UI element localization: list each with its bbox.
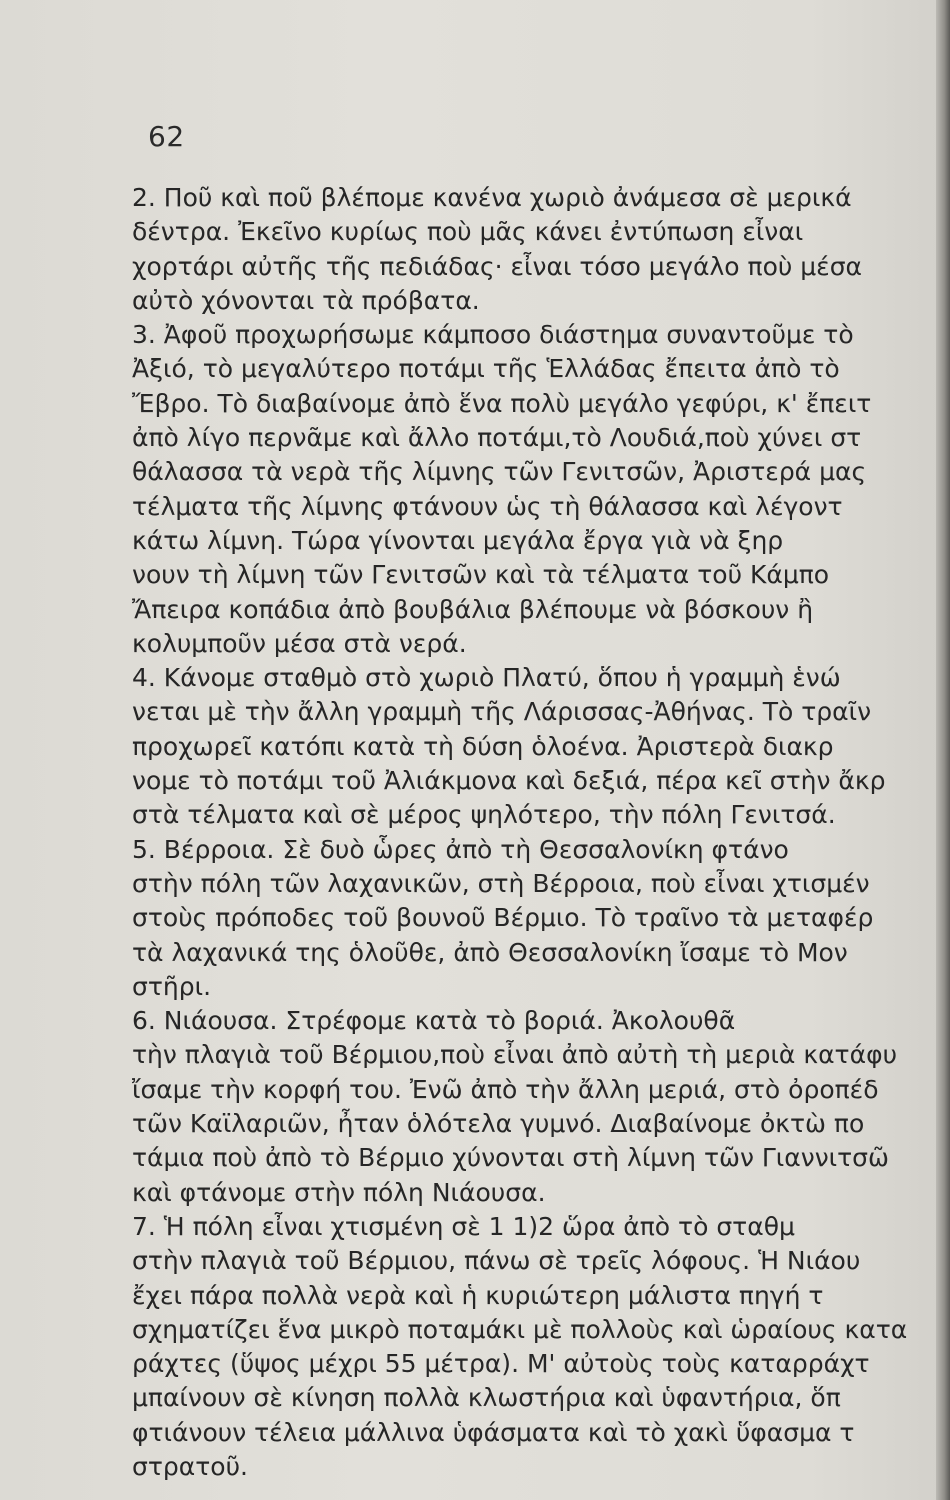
text-line: αὐτὸ χόνονται τὰ πρόβατα. bbox=[132, 286, 480, 315]
text-line: Ἀξιό, τὸ μεγαλύτερο ποτάμι τῆς Ἑλλάδας ἔπειτα ἀπὸ τὸ bbox=[132, 354, 840, 383]
text-line: τάμια ποὺ ἀπὸ τὸ Βέρμιο χύνονται στὴ λίμνη τῶν Γιαννιτσῶ bbox=[132, 1143, 889, 1172]
text-line: Ἄπειρα κοπάδια ἀπὸ βουβάλια βλέπουμε νὰ βόσκουν ἢ bbox=[132, 595, 814, 624]
text-line: δέντρα. Ἐκεῖνο κυρίως ποὺ μᾶς κάνει ἐντύπωση εἶναι bbox=[132, 217, 804, 246]
text-line: κάτω λίμνη. Τώρα γίνονται μεγάλα ἔργα γιὰ νὰ ξηρ bbox=[132, 526, 784, 555]
text-line: 3. Ἀφοῦ προχωρήσωμε κάμποσο διάστημα συναντοῦμε τὸ bbox=[132, 320, 854, 349]
text-line: σχηματίζει ἕνα μικρὸ ποταμάκι μὲ πολλοὺς καὶ ὡραίους κατα bbox=[132, 1315, 908, 1344]
text-line: στὴν πλαγιὰ τοῦ Βέρμιου, πάνω σὲ τρεῖς λόφους. Ἡ Νιάου bbox=[132, 1246, 861, 1275]
text-line: προχωρεῖ κατόπι κατὰ τὴ δύση ὁλοένα. Ἀριστερὰ διακρ bbox=[132, 732, 834, 761]
text-line: κολυμποῦν μέσα στὰ νερά. bbox=[132, 629, 467, 658]
text-line: ἴσαμε τὴν κορφή του. Ἐνῶ ἀπὸ τὴν ἄλλη μεριά, στὸ ὀροπέδ bbox=[132, 1075, 879, 1104]
text-line: τῶν Καϊλαριῶν, ἦταν ὁλότελα γυμνό. Διαβαίνομε ὀκτὼ πο bbox=[132, 1109, 865, 1138]
text-line: τὴν πλαγιὰ τοῦ Βέρμιου,ποὺ εἶναι ἀπὸ αὐτὴ τὴ μεριὰ κατάφυ bbox=[132, 1040, 898, 1069]
text-line: καὶ φτάνομε στὴν πόλη Νιάουσα. bbox=[132, 1178, 546, 1207]
text-line: 5. Βέρροια. Σὲ δυὸ ὧρες ἀπὸ τὴ Θεσσαλονίκη φτάνο bbox=[132, 835, 789, 864]
text-line: 4. Κάνομε σταθμὸ στὸ χωριὸ Πλατύ, ὅπου ἡ γραμμὴ ἑνώ bbox=[132, 663, 841, 692]
text-line: ἀπὸ λίγο περνᾶμε καὶ ἄλλο ποτάμι,τὸ Λουδιά,ποὺ χύνει στ bbox=[132, 423, 862, 452]
text-line: 2. Ποῦ καὶ ποῦ βλέπομε κανένα χωριὸ ἀνάμεσα σὲ μερικά bbox=[132, 183, 852, 212]
text-line: στὴν πόλη τῶν λαχανικῶν, στὴ Βέρροια, ποὺ εἶναι χτισμέν bbox=[132, 869, 870, 898]
page-number: 62 bbox=[148, 120, 185, 153]
text-line: 6. Νιάουσα. Στρέφομε κατὰ τὸ βοριά. Ἀκολουθᾶ bbox=[132, 1006, 736, 1035]
text-line: ἔχει πάρα πολλὰ νερὰ καὶ ἡ κυριώτερη μάλιστα πηγή τ bbox=[132, 1281, 824, 1310]
text-line: τέλματα τῆς λίμνης φτάνουν ὡς τὴ θάλασσα καὶ λέγοντ bbox=[132, 492, 843, 521]
text-line: στὰ τέλματα καὶ σὲ μέρος ψηλότερο, τὴν πόλη Γενιτσά. bbox=[132, 800, 836, 829]
text-line: 7. Ἡ πόλη εἶναι χτισμένη σὲ 1 1)2 ὥρα ἀπὸ τὸ σταθμ bbox=[132, 1212, 795, 1241]
text-line: θάλασσα τὰ νερὰ τῆς λίμνης τῶν Γενιτσῶν, Ἀριστερά μας bbox=[132, 457, 867, 486]
text-line: φτιάνουν τέλεια μάλλινα ὑφάσματα καὶ τὸ χακὶ ὕφασμα τ bbox=[132, 1418, 855, 1447]
text-line: στοὺς πρόποδες τοῦ βουνοῦ Βέρμιο. Τὸ τραῖνο τὰ μεταφέρ bbox=[132, 903, 874, 932]
text-line: στῆρι. bbox=[132, 972, 212, 1001]
text-line: Ἔβρο. Τὸ διαβαίνομε ἀπὸ ἕνα πολὺ μεγάλο γεφύρι, κ' ἔπειτ bbox=[132, 389, 872, 418]
text-line: μπαίνουν σὲ κίνηση πολλὰ κλωστήρια καὶ ὑφαντήρια, ὅπ bbox=[132, 1383, 841, 1412]
text-line: νουν τὴ λίμνη τῶν Γενιτσῶν καὶ τὰ τέλματα τοῦ Κάμπο bbox=[132, 560, 830, 589]
text-line: στρατοῦ. bbox=[132, 1452, 249, 1481]
text-line: ράχτες (ὕψος μέχρι 55 μέτρα). Μ' αὐτοὺς τοὺς καταρράχτ bbox=[132, 1349, 870, 1378]
text-line: χορτάρι αὐτῆς τῆς πεδιάδας· εἶναι τόσο μεγάλο ποὺ μέσα bbox=[132, 252, 863, 281]
page-spine-shadow bbox=[936, 0, 950, 1500]
text-line: τὰ λαχανικά της ὁλοῦθε, ἀπὸ Θεσσαλονίκη ἴσαμε τὸ Μον bbox=[132, 938, 848, 967]
text-line: νομε τὸ ποτάμι τοῦ Ἀλιάκμονα καὶ δεξιά, πέρα κεῖ στὴν ἄκρ bbox=[132, 766, 886, 795]
text-line: νεται μὲ τὴν ἄλλη γραμμὴ τῆς Λάρισσας-Ἀθήνας. Τὸ τραῖν bbox=[132, 697, 872, 726]
